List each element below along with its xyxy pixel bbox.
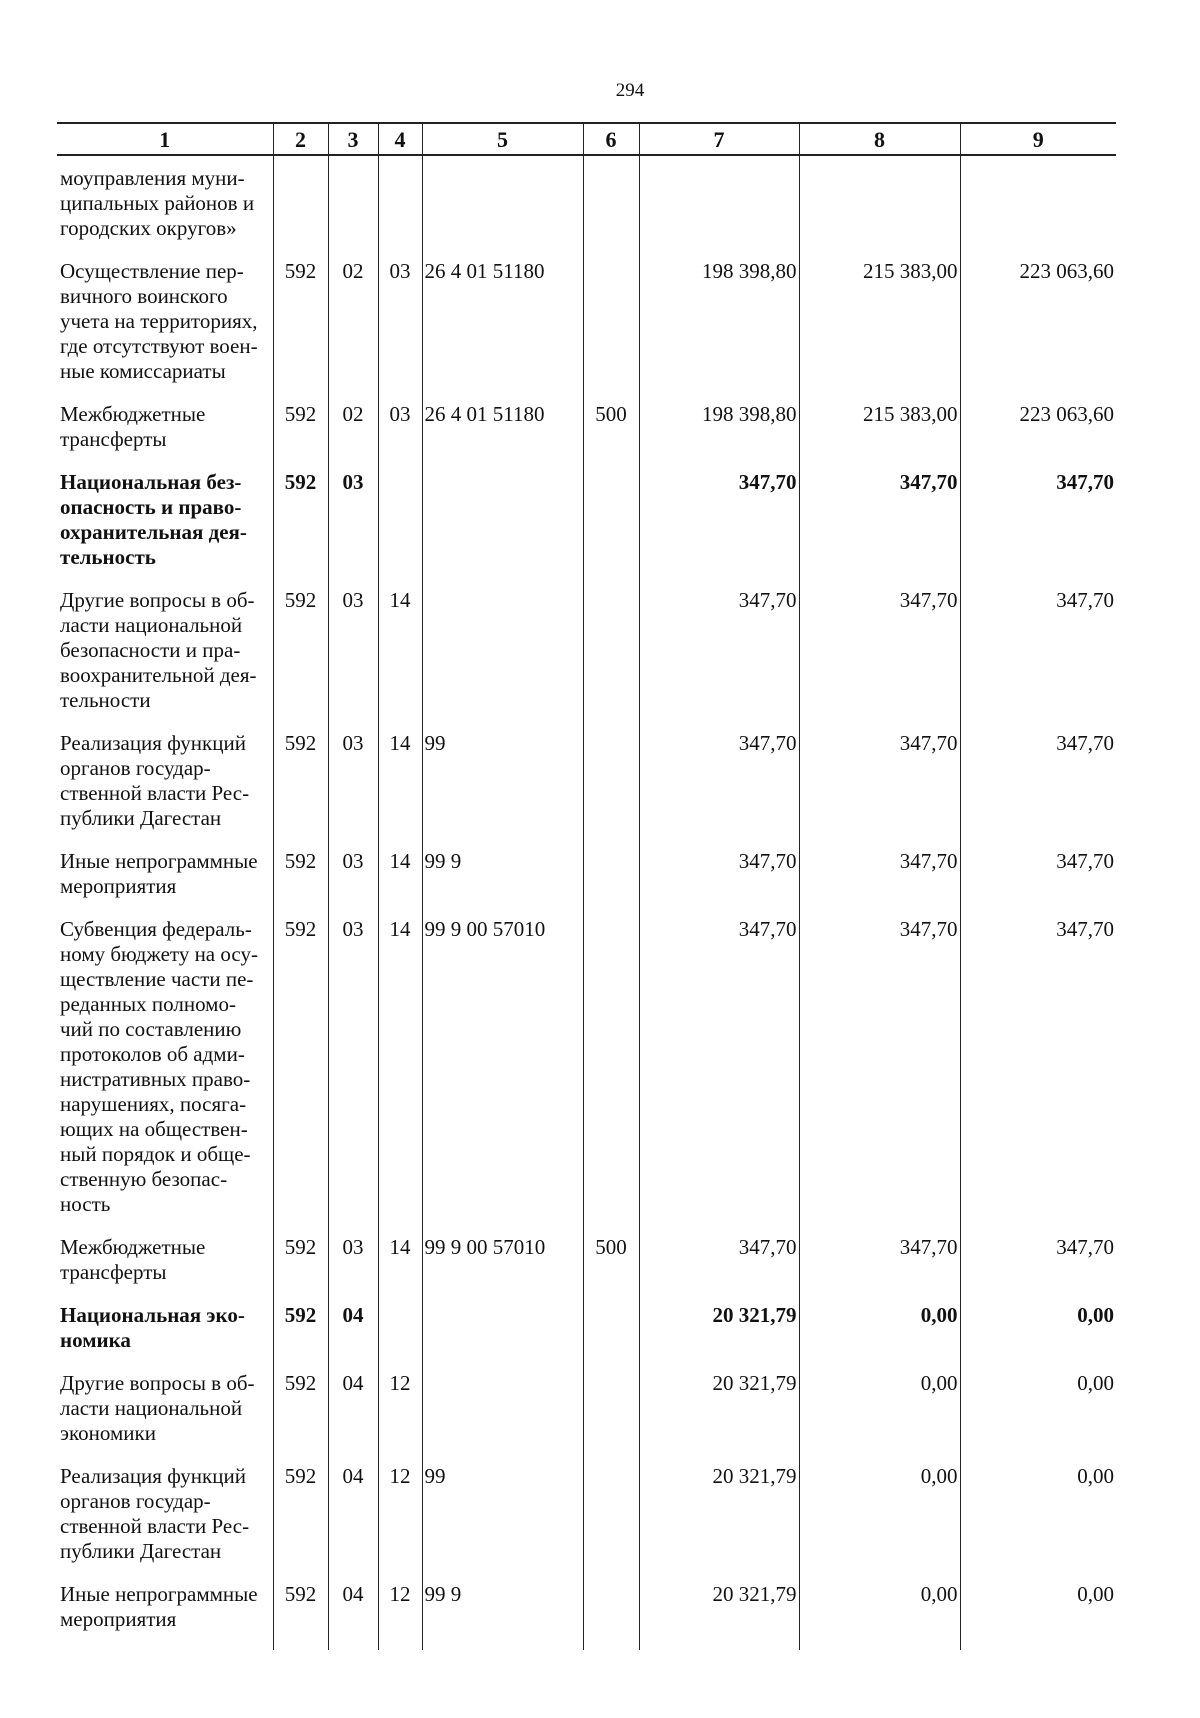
- cell-target-article: [422, 1293, 583, 1361]
- spacer-cell: [57, 1640, 273, 1650]
- cell-amount-col8: 0,00: [799, 1361, 960, 1454]
- cell-ministry-code: 592: [273, 1572, 328, 1640]
- cell-expense-type: [583, 721, 639, 839]
- cell-target-article: 99 9: [422, 839, 583, 907]
- cell-amount-col7: 198 398,80: [639, 392, 799, 460]
- cell-item-name: Другие вопросы в об- ласти национальной безопасности и пра- воохранительной дея- тельности: [57, 578, 273, 721]
- cell-subsection-code: [378, 1293, 422, 1361]
- cell-amount-col7: 347,70: [639, 721, 799, 839]
- header-col-1: 1: [57, 123, 273, 155]
- cell-amount-col7: [639, 155, 799, 249]
- cell-amount-col9: 347,70: [960, 721, 1116, 839]
- cell-section-code: 04: [328, 1293, 378, 1361]
- cell-ministry-code: 592: [273, 721, 328, 839]
- cell-section-code: 02: [328, 392, 378, 460]
- cell-ministry-code: 592: [273, 1454, 328, 1572]
- cell-amount-col9: 223 063,60: [960, 392, 1116, 460]
- cell-expense-type: [583, 1454, 639, 1572]
- cell-amount-col8: 347,70: [799, 578, 960, 721]
- cell-amount-col9: 223 063,60: [960, 249, 1116, 392]
- cell-ministry-code: 592: [273, 460, 328, 578]
- header-row: [57, 123, 1116, 155]
- cell-expense-type: [583, 578, 639, 721]
- cell-item-name: Другие вопросы в об- ласти национальной экономики: [57, 1361, 273, 1454]
- cell-subsection-code: 14: [378, 721, 422, 839]
- table-row: [57, 1361, 1116, 1454]
- cell-subsection-code: 14: [378, 578, 422, 721]
- cell-section-code: 03: [328, 839, 378, 907]
- header-col-8: 8: [799, 123, 960, 155]
- cell-expense-type: [583, 1361, 639, 1454]
- spacer-cell: [799, 1640, 960, 1650]
- cell-amount-col9: 347,70: [960, 460, 1116, 578]
- cell-amount-col7: 20 321,79: [639, 1293, 799, 1361]
- cell-section-code: 03: [328, 1225, 378, 1293]
- cell-ministry-code: [273, 155, 328, 249]
- cell-amount-col9: 347,70: [960, 578, 1116, 721]
- cell-target-article: [422, 1361, 583, 1454]
- cell-item-name: Реализация функций органов государ- ственной власти Рес- публики Дагестан: [57, 721, 273, 839]
- cell-ministry-code: 592: [273, 392, 328, 460]
- cell-amount-col9: 347,70: [960, 907, 1116, 1225]
- cell-ministry-code: 592: [273, 1293, 328, 1361]
- spacer-cell: [639, 1640, 799, 1650]
- table-row: [57, 392, 1116, 460]
- cell-item-name: Реализация функций органов государ- ственной власти Рес- публики Дагестан: [57, 1454, 273, 1572]
- cell-item-name: Национальная без- опасность и право- охранительная дея- тельность: [57, 460, 273, 578]
- table-row: [57, 578, 1116, 721]
- spacer-cell: [378, 1640, 422, 1650]
- cell-ministry-code: 592: [273, 907, 328, 1225]
- cell-amount-col9: [960, 155, 1116, 249]
- cell-amount-col9: 0,00: [960, 1361, 1116, 1454]
- cell-amount-col8: 0,00: [799, 1454, 960, 1572]
- cell-amount-col7: 347,70: [639, 1225, 799, 1293]
- cell-amount-col9: 347,70: [960, 1225, 1116, 1293]
- spacer-cell: [422, 1640, 583, 1650]
- cell-section-code: 02: [328, 249, 378, 392]
- cell-subsection-code: 12: [378, 1572, 422, 1640]
- header-col-4: 4: [378, 123, 422, 155]
- cell-target-article: 99 9 00 57010: [422, 1225, 583, 1293]
- cell-amount-col8: 347,70: [799, 460, 960, 578]
- table-tail-spacer: [57, 1640, 1116, 1650]
- spacer-cell: [328, 1640, 378, 1650]
- cell-amount-col8: 215 383,00: [799, 249, 960, 392]
- cell-expense-type: [583, 460, 639, 578]
- spacer-cell: [960, 1640, 1116, 1650]
- cell-section-code: 04: [328, 1454, 378, 1572]
- cell-expense-type: [583, 1572, 639, 1640]
- cell-subsection-code: 12: [378, 1361, 422, 1454]
- cell-amount-col9: 0,00: [960, 1293, 1116, 1361]
- cell-ministry-code: 592: [273, 1361, 328, 1454]
- cell-item-name: Иные непрограммные мероприятия: [57, 1572, 273, 1640]
- cell-target-article: 99: [422, 721, 583, 839]
- cell-ministry-code: 592: [273, 839, 328, 907]
- cell-amount-col7: 198 398,80: [639, 249, 799, 392]
- cell-amount-col7: 20 321,79: [639, 1572, 799, 1640]
- cell-item-name: Субвенция федераль- ному бюджету на осу- ществление части пе- реданных полномо- чий по составлению протоколов об адми- нистративных право- нарушениях, посяга- ющих на обществен- ный порядок и обще- ственную безопас- ность: [57, 907, 273, 1225]
- cell-subsection-code: 14: [378, 839, 422, 907]
- cell-expense-type: [583, 155, 639, 249]
- cell-amount-col7: 347,70: [639, 839, 799, 907]
- table-row: [57, 460, 1116, 578]
- cell-item-name: Межбюджетные трансферты: [57, 1225, 273, 1293]
- cell-amount-col8: [799, 155, 960, 249]
- page-number: 294: [615, 80, 645, 101]
- table-row: [57, 907, 1116, 1225]
- header-col-3: 3: [328, 123, 378, 155]
- table-row: [57, 721, 1116, 839]
- header-col-2: 2: [273, 123, 328, 155]
- cell-section-code: 03: [328, 721, 378, 839]
- cell-subsection-code: 14: [378, 907, 422, 1225]
- cell-subsection-code: [378, 155, 422, 249]
- cell-amount-col8: 347,70: [799, 1225, 960, 1293]
- cell-item-name: Иные непрограммные мероприятия: [57, 839, 273, 907]
- cell-target-article: 99 9 00 57010: [422, 907, 583, 1225]
- cell-ministry-code: 592: [273, 1225, 328, 1293]
- cell-subsection-code: 14: [378, 1225, 422, 1293]
- cell-amount-col8: 0,00: [799, 1572, 960, 1640]
- cell-ministry-code: 592: [273, 249, 328, 392]
- cell-target-article: 26 4 01 51180: [422, 392, 583, 460]
- cell-amount-col7: 347,70: [639, 907, 799, 1225]
- cell-section-code: 03: [328, 907, 378, 1225]
- cell-expense-type: [583, 1293, 639, 1361]
- header-col-7: 7: [639, 123, 799, 155]
- cell-subsection-code: [378, 460, 422, 578]
- cell-section-code: 03: [328, 578, 378, 721]
- cell-amount-col9: 0,00: [960, 1454, 1116, 1572]
- header-col-6: 6: [583, 123, 639, 155]
- cell-item-name: Национальная эко- номика: [57, 1293, 273, 1361]
- cell-target-article: [422, 155, 583, 249]
- header-col-5: 5: [422, 123, 583, 155]
- cell-item-name: моуправления муни- ципальных районов и городских округов»: [57, 155, 273, 249]
- cell-amount-col8: 347,70: [799, 721, 960, 839]
- table-row: [57, 1454, 1116, 1572]
- cell-amount-col7: 20 321,79: [639, 1454, 799, 1572]
- cell-amount-col8: 215 383,00: [799, 392, 960, 460]
- cell-subsection-code: 12: [378, 1454, 422, 1572]
- table-row: [57, 1225, 1116, 1293]
- table-row: [57, 1293, 1116, 1361]
- cell-amount-col8: 347,70: [799, 839, 960, 907]
- cell-target-article: 26 4 01 51180: [422, 249, 583, 392]
- spacer-cell: [273, 1640, 328, 1650]
- cell-amount-col9: 347,70: [960, 839, 1116, 907]
- cell-expense-type: 500: [583, 392, 639, 460]
- cell-target-article: 99 9: [422, 1572, 583, 1640]
- table-row: [57, 155, 1116, 249]
- cell-expense-type: [583, 907, 639, 1225]
- cell-section-code: 04: [328, 1572, 378, 1640]
- cell-expense-type: [583, 839, 639, 907]
- cell-expense-type: [583, 249, 639, 392]
- cell-section-code: 04: [328, 1361, 378, 1454]
- cell-amount-col9: 0,00: [960, 1572, 1116, 1640]
- cell-amount-col8: 0,00: [799, 1293, 960, 1361]
- cell-amount-col7: 347,70: [639, 578, 799, 721]
- cell-target-article: [422, 578, 583, 721]
- table-row: [57, 249, 1116, 392]
- cell-item-name: Межбюджетные трансферты: [57, 392, 273, 460]
- table-row: [57, 1572, 1116, 1640]
- cell-amount-col8: 347,70: [799, 907, 960, 1225]
- header-col-9: 9: [960, 123, 1116, 155]
- table-body: [57, 155, 1116, 1650]
- cell-subsection-code: 03: [378, 392, 422, 460]
- spacer-cell: [583, 1640, 639, 1650]
- cell-amount-col7: 347,70: [639, 460, 799, 578]
- cell-expense-type: 500: [583, 1225, 639, 1293]
- cell-amount-col7: 20 321,79: [639, 1361, 799, 1454]
- table-row: [57, 839, 1116, 907]
- cell-section-code: 03: [328, 460, 378, 578]
- cell-ministry-code: 592: [273, 578, 328, 721]
- cell-section-code: [328, 155, 378, 249]
- cell-target-article: 99: [422, 1454, 583, 1572]
- budget-table-container: [57, 122, 1116, 1631]
- cell-item-name: Осуществление пер- вичного воинского учета на территориях, где отсутствуют воен- ные комиссариаты: [57, 249, 273, 392]
- cell-subsection-code: 03: [378, 249, 422, 392]
- budget-table: [57, 122, 1116, 1650]
- cell-target-article: [422, 460, 583, 578]
